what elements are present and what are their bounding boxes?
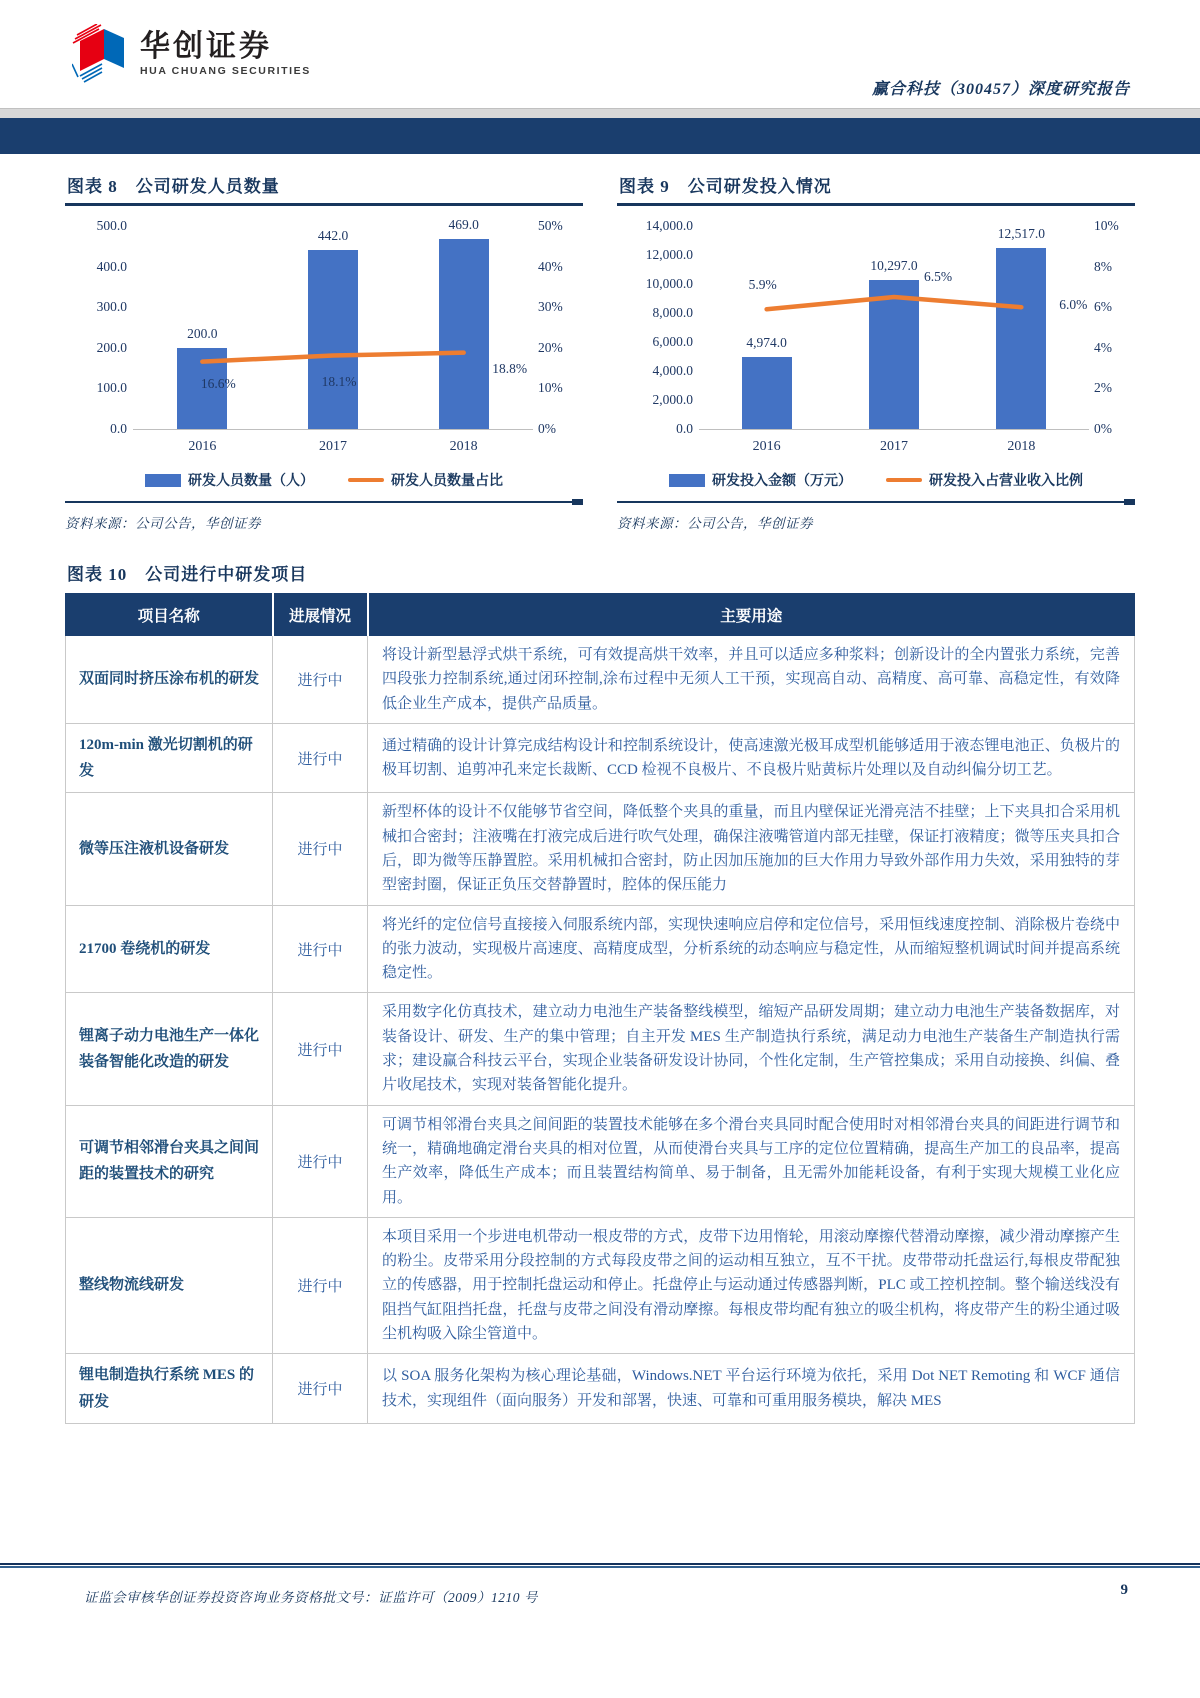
x-axis-label: 2017 xyxy=(319,439,347,454)
x-axis-label: 2018 xyxy=(1007,439,1036,454)
purpose-cell: 本项目采用一个步进电机带动一根皮带的方式，皮带下边用惰轮，用滚动摩擦代替滑动摩擦，减少滑动摩擦产生的粉尘。皮带采用分段控制的方式每段皮带之间的运动相互独立，互不干扰。皮带带动托盘运行,每根皮带配独立的传感器，用于控制托盘运动和停止。托盘停止与运动通过传感器判断，PLC 或工控机控制。整个输送线没有阻挡气缸阻挡托盘，托盘与皮带之间没有滑动摩擦。每根皮带均配有独立的吸尘机构，将皮带产生的粉尘通过吸尘机构吸入除尘管道中。 xyxy=(368,1217,1135,1353)
x-axis-label: 2016 xyxy=(188,439,217,454)
footer-rule-light xyxy=(0,1566,1200,1568)
right-axis-tick-label: 10% xyxy=(1094,218,1119,233)
right-axis-tick-label: 2% xyxy=(1094,380,1112,396)
left-axis-tick-label: 8,000.0 xyxy=(652,305,693,320)
legend-label: 研发投入占营业收入比例 xyxy=(929,474,1083,489)
purpose-cell: 将光纤的定位信号直接接入伺服系统内部，实现快速响应启停和定位信号，采用恒线速度控制、消除极片卷绕中的张力波动，实现极片高速度、高精度成型，分析系统的动态响应与稳定性，从而缩短整机调试时间并提高系统稳定性。 xyxy=(368,905,1135,993)
status-cell: 进行中 xyxy=(273,1105,368,1217)
line-value-label: 18.1% xyxy=(321,373,357,389)
rd-table-head xyxy=(66,594,1135,636)
status-cell: 进行中 xyxy=(273,1354,368,1424)
legend-item xyxy=(886,470,1083,490)
figure-9-legend xyxy=(617,465,1135,495)
table-row xyxy=(66,1105,1135,1217)
purpose-cell: 通过精确的设计计算完成结构设计和控制系统设计，使高速激光极耳成型机能够适用于液态锂电池正、负极片的极耳切割、追剪冲孔来定长裁断、CCD 检视不良极片、不良极片贴黄标片处理以及自动纠偏分切工艺。 xyxy=(368,723,1135,793)
project-name-cell: 120m-min 激光切割机的研发 xyxy=(66,723,273,793)
table-row xyxy=(66,1217,1135,1353)
purpose-cell: 以 SOA 服务化架构为核心理论基础，Windows.NET 平台运行环境为依托，采用 Dot NET Remoting 和 WCF 通信技术，实现组件（面向服务）开发和部署，快速、可靠和可重用服务模块，解决 MES xyxy=(368,1354,1135,1424)
purpose-cell: 将设计新型悬浮式烘干系统，可有效提高烘干效率，并且可以适应多种浆料；创新设计的全内置张力系统，完善四段张力控制系统,通过闭环控制,涂布过程中无须人工干预，实现高自动、高精度、高可靠、高稳定性，有效降低企业生产成本，提供产品质量。 xyxy=(368,636,1135,724)
legend-item xyxy=(145,470,314,490)
bar-value-label: 4,974.0 xyxy=(746,334,787,350)
brand-name-en: HUA CHUANG SECURITIES xyxy=(140,64,311,77)
brand-logo xyxy=(72,24,311,84)
report-title: 赢合科技（300457）深度研究报告 xyxy=(871,81,1130,98)
figure-8-legend xyxy=(65,465,583,495)
bar-2018 xyxy=(996,248,1046,429)
rd-projects-table xyxy=(65,593,1135,1424)
project-name-cell: 微等压注液机设备研发 xyxy=(66,793,273,905)
left-axis-tick-label: 300.0 xyxy=(96,299,127,315)
left-axis-tick-label: 400.0 xyxy=(96,258,127,274)
left-axis-tick-label: 2,000.0 xyxy=(652,392,693,407)
x-axis-line xyxy=(133,429,533,430)
project-name-cell: 锂电制造执行系统 MES 的研发 xyxy=(66,1354,273,1424)
status-cell: 进行中 xyxy=(273,1217,368,1353)
status-cell: 进行中 xyxy=(273,636,368,724)
legend-label: 研发人员数量（人） xyxy=(188,474,314,489)
project-name-cell: 锂离子动力电池生产一体化装备智能化改造的研发 xyxy=(66,993,273,1105)
figure-9-title: 图表 9 公司研发投入情况 xyxy=(617,170,1135,206)
footer-rule-dark xyxy=(0,1563,1200,1565)
right-axis-tick-label: 8% xyxy=(1094,258,1112,274)
rd-table-body xyxy=(66,636,1135,1424)
right-axis-tick-label: 0% xyxy=(1094,421,1112,436)
x-axis-label: 2016 xyxy=(752,439,781,454)
line-value-label: 6.0% xyxy=(1059,297,1088,313)
line-value-label: 6.5% xyxy=(923,269,953,285)
x-axis-label: 2018 xyxy=(449,439,478,454)
legend-bar-swatch xyxy=(669,474,705,487)
purpose-cell: 新型杯体的设计不仅能够节省空间，降低整个夹具的重量，而且内壁保证光滑亮洁不挂壁；上下夹具扣合采用机械扣合密封；注液嘴在打液完成后进行吹气处理，确保注液嘴管道内部无挂壁，保证打液精度；微等压夹具扣合后，即为微等压静置腔。采用机械扣合密封，防止因加压施加的巨大作用力导致外部作用力失效，采用独特的芽型密封圈，保证正负压交替静置时，腔体的保压能力 xyxy=(368,793,1135,905)
col-header: 进展情况 xyxy=(273,594,368,636)
project-name-cell: 双面同时挤压涂布机的研发 xyxy=(66,636,273,724)
figure-9-source: 资料来源：公司公告，华创证券 xyxy=(617,516,813,531)
bar-value-label: 469.0 xyxy=(448,216,479,232)
figure-8 xyxy=(65,170,583,532)
legend-item xyxy=(669,470,852,490)
footer-license-text: 证监会审核华创证券投资咨询业务资格批文号：证监许可（2009）1210 号 xyxy=(84,1590,538,1605)
line-value-label: 16.6% xyxy=(200,375,236,391)
left-axis-tick-label: 500.0 xyxy=(96,218,127,233)
bar-value-label: 10,297.0 xyxy=(870,257,918,273)
line-value-label: 18.8% xyxy=(492,360,528,376)
right-axis-tick-label: 30% xyxy=(538,299,563,315)
col-header: 项目名称 xyxy=(66,594,273,636)
figure-9 xyxy=(617,170,1135,532)
figure-10-title: 图表 10 公司进行中研发项目 xyxy=(67,565,308,584)
x-axis-line xyxy=(699,429,1089,430)
huachuang-logo-icon xyxy=(72,24,130,84)
bar-value-label: 12,517.0 xyxy=(997,225,1045,241)
figure-8-bottom-rule xyxy=(65,501,583,503)
project-name-cell: 可调节相邻滑台夹具之间间距的装置技术的研究 xyxy=(66,1105,273,1217)
left-axis-tick-label: 12,000.0 xyxy=(645,247,693,262)
left-axis-tick-label: 0.0 xyxy=(110,421,127,436)
right-axis-tick-label: 40% xyxy=(538,258,563,274)
bar-2017 xyxy=(308,250,358,429)
header-row xyxy=(66,594,1135,636)
bar-2018 xyxy=(439,239,489,429)
legend-line-swatch xyxy=(348,478,384,482)
project-name-cell: 整线物流线研发 xyxy=(66,1217,273,1353)
table-row xyxy=(66,723,1135,793)
bar-value-label: 442.0 xyxy=(317,227,349,243)
table-row xyxy=(66,636,1135,724)
left-axis-tick-label: 10,000.0 xyxy=(645,276,693,291)
left-axis-tick-label: 200.0 xyxy=(96,339,127,355)
left-axis-tick-label: 100.0 xyxy=(96,380,127,396)
status-cell: 进行中 xyxy=(273,793,368,905)
figure-9-bottom-rule xyxy=(617,501,1135,503)
line-value-label: 5.9% xyxy=(748,277,777,293)
right-axis-tick-label: 10% xyxy=(538,380,563,396)
right-axis-tick-label: 50% xyxy=(538,218,563,233)
right-axis-tick-label: 0% xyxy=(538,421,556,436)
brand-name-cn: 华创证券 xyxy=(140,30,272,64)
purpose-cell: 采用数字化仿真技术，建立动力电池生产装备整线模型，缩短产品研发周期；建立动力电池生产装备数据库，对装备设计、研发、生产的集中管理；自主开发 MES 生产制造执行系统，满足动力电池生产装备生产制造执行需求；建设赢合科技云平台，实现企业装备研发设计协同，个性化定制，生产管控集成；采用自动接换、纠偏、叠片收尾技术，实现对装备智能化提升。 xyxy=(368,993,1135,1105)
project-name-cell: 21700 卷绕机的研发 xyxy=(66,905,273,993)
col-header: 主要用途 xyxy=(368,594,1135,636)
figure-8-title: 图表 8 公司研发人员数量 xyxy=(65,170,583,206)
left-axis-tick-label: 0.0 xyxy=(676,421,693,436)
left-axis-tick-label: 6,000.0 xyxy=(652,334,693,349)
table-row xyxy=(66,905,1135,993)
page-number: 9 xyxy=(1120,1582,1128,1598)
figures-row xyxy=(65,170,1135,532)
legend-line-swatch xyxy=(886,478,922,482)
left-axis-tick-label: 4,000.0 xyxy=(652,363,693,378)
x-axis-label: 2017 xyxy=(880,439,908,454)
page-content xyxy=(65,170,1135,1424)
rd-personnel-chart xyxy=(65,210,583,465)
status-cell: 进行中 xyxy=(273,993,368,1105)
legend-label: 研发投入金额（万元） xyxy=(712,474,852,489)
table-row xyxy=(66,1354,1135,1424)
rd-investment-chart xyxy=(617,210,1135,465)
legend-bar-swatch xyxy=(145,474,181,487)
figure-8-source: 资料来源：公司公告，华创证券 xyxy=(65,516,261,531)
right-axis-tick-label: 20% xyxy=(538,339,563,355)
status-cell: 进行中 xyxy=(273,723,368,793)
status-cell: 进行中 xyxy=(273,905,368,993)
table-row xyxy=(66,793,1135,905)
bar-2016 xyxy=(742,357,792,429)
bar-2017 xyxy=(869,280,919,429)
right-axis-tick-label: 6% xyxy=(1094,299,1112,315)
bar-value-label: 200.0 xyxy=(187,325,218,341)
table-row xyxy=(66,993,1135,1105)
legend-label: 研发人员数量占比 xyxy=(391,474,503,489)
legend-item xyxy=(348,470,503,490)
right-axis-tick-label: 4% xyxy=(1094,339,1112,355)
purpose-cell: 可调节相邻滑台夹具之间间距的装置技术能够在多个滑台夹具同时配合使用时对相邻滑台夹具的间距进行调节和统一，精确地确定滑台夹具的相对位置，从而使滑台夹具与工序的定位位置精确，提高生产加工的良品率，提高生产效率，降低生产成本；而且装置结构简单、易于制备，且无需外加能耗设备，有利于实现大规模工业化应用。 xyxy=(368,1105,1135,1217)
header-navy-band xyxy=(0,118,1200,154)
left-axis-tick-label: 14,000.0 xyxy=(645,218,693,233)
